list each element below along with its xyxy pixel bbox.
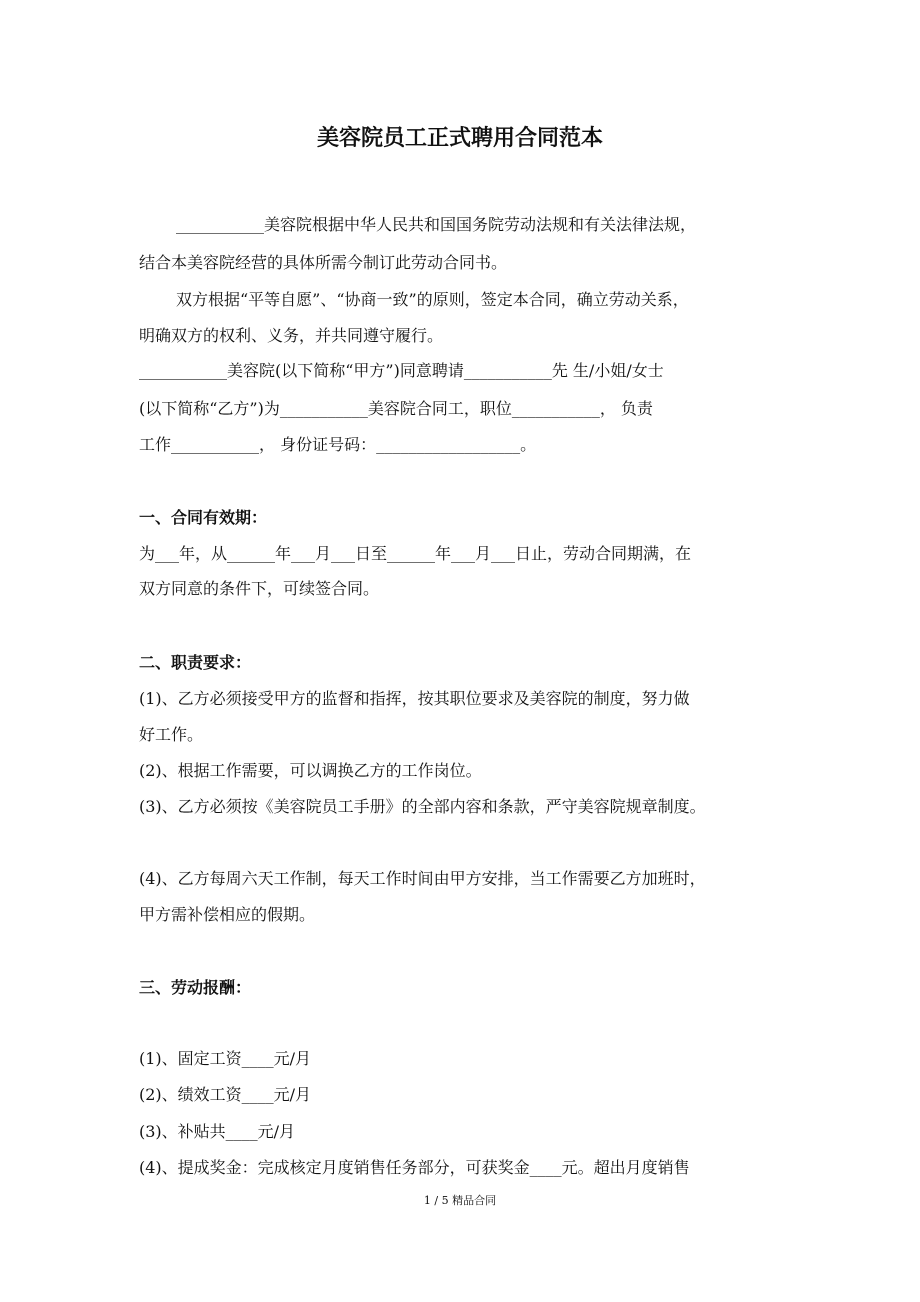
list-item: 好工作。: [139, 725, 204, 744]
section-heading: 三、劳动报酬：: [139, 978, 252, 997]
paragraph-line: 双方同意的条件下，可续签合同。: [139, 579, 380, 598]
list-item: (3)、乙方必须按《美容院员工手册》的全部内容和条款，严守美容院规章制度。: [139, 797, 706, 816]
paragraph-line: ___________美容院(以下简称“甲方”)同意聘请___________先 生/小姐/女士: [139, 361, 664, 380]
list-item: 甲方需补偿相应的假期。: [139, 905, 316, 924]
list-item: (4)、乙方每周六天工作制，每天工作时间由甲方安排，当工作需要乙方加班时，: [139, 869, 706, 888]
paragraph-line: 明确双方的权利、义务，并共同遵守履行。: [139, 326, 444, 345]
list-item: (2)、根据工作需要，可以调换乙方的工作岗位。: [139, 761, 482, 780]
list-item: (4)、提成奖金：完成核定月度销售任务部分，可获奖金____元。超出月度销售: [139, 1158, 690, 1177]
list-item: (2)、绩效工资____元/月: [139, 1085, 312, 1104]
paragraph-line: ___________美容院根据中华人民共和国国务院劳动法规和有关法律法规，: [176, 215, 697, 234]
paragraph-line: 双方根据“平等自愿”、“协商一致”的原则，签定本合同，确立劳动关系，: [176, 290, 689, 309]
paragraph-line: (以下简称“乙方”)为___________美容院合同工，职位___________， 负责: [139, 399, 653, 418]
page-title: 美容院员工正式聘用合同范本: [316, 126, 603, 151]
list-item: (1)、固定工资____元/月: [139, 1049, 312, 1068]
section-heading: 一、合同有效期：: [139, 508, 268, 527]
paragraph-line: 工作___________， 身份证号码：__________________。: [139, 435, 537, 454]
paragraph-line: 结合本美容院经营的具体所需今制订此劳动合同书。: [139, 253, 508, 272]
section-heading: 二、职责要求：: [139, 653, 252, 672]
page-footer: 1 / 5 精品合同: [423, 1194, 497, 1207]
paragraph-line: 为___年，从______年___月___日至______年___月___日止，劳动合同期满，在: [139, 544, 692, 563]
list-item: (3)、补贴共____元/月: [139, 1122, 296, 1141]
list-item: (1)、乙方必须接受甲方的监督和指挥，按其职位要求及美容院的制度，努力做: [139, 689, 690, 708]
